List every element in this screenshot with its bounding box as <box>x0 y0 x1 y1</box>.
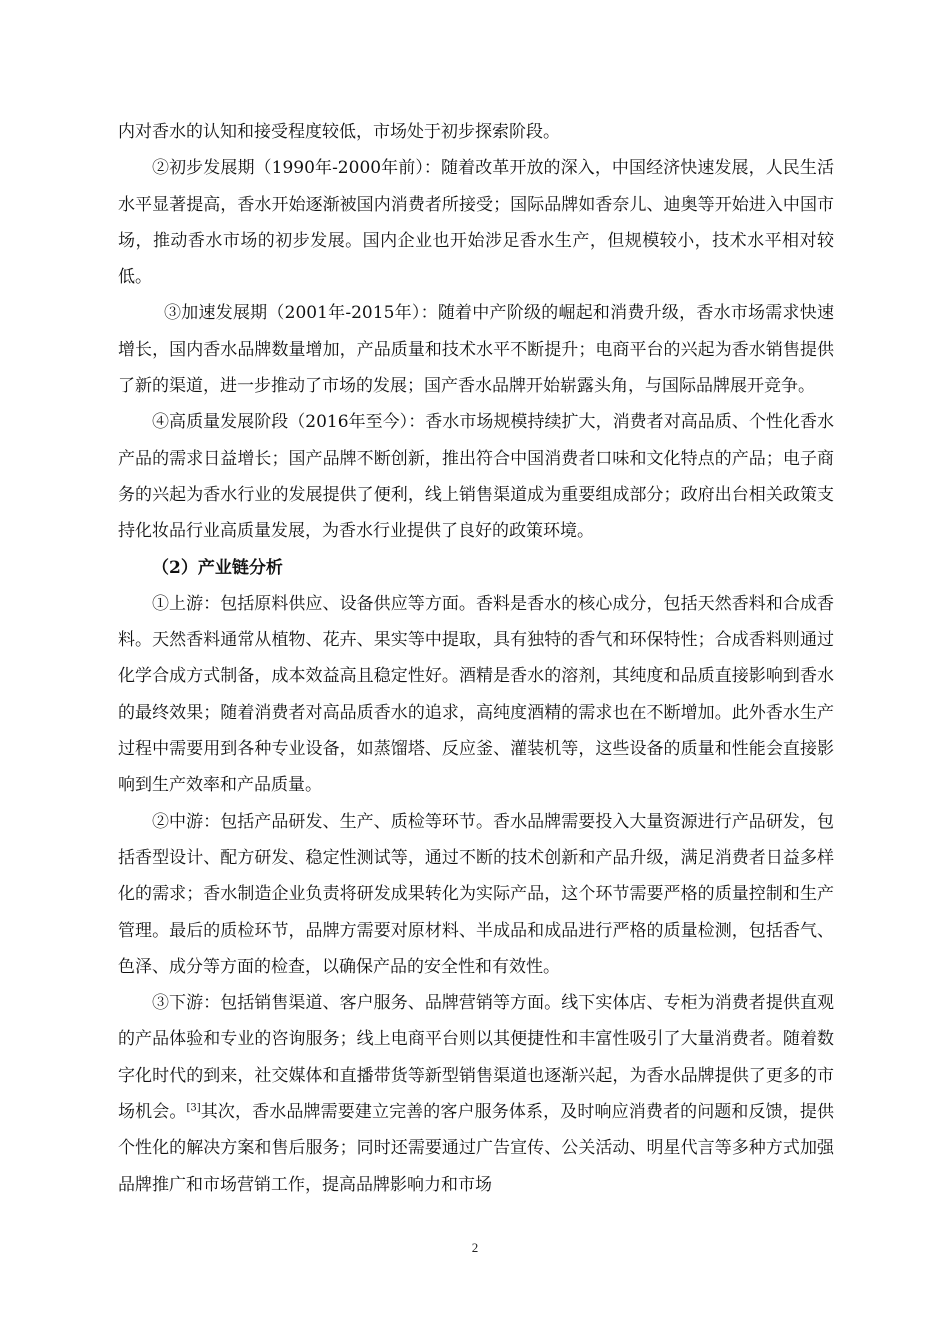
paragraph-initial-development: ②初步发展期（1990年-2000年前）：随着改革开放的深入，中国经济快速发展，人民生活水平显著提高，香水开始逐渐被国内消费者所接受；国际品牌如香奈儿、迪奥等开始进入中国市场，推动香水市场的初步发展。国内企业也开始涉足香水生产，但规模较小，技术水平相对较低。 <box>118 158 834 288</box>
paragraph-intro-continuation: 内对香水的认知和接受程度较低，市场处于初步探索阶段。 <box>118 122 560 142</box>
section-heading-industry-chain: （2）产业链分析 <box>152 557 283 578</box>
paragraph-midstream: ②中游：包括产品研发、生产、质检等环节。香水品牌需要投入大量资源进行产品研发，包括香型设计、配方研发、稳定性测试等，通过不断的技术创新和产品升级，满足消费者日益多样化的需求；香水制造企业负责将研发成果转化为实际产品，这个环节需要严格的质量控制和生产管理。最后的质检环节，品牌方需要对原材料、半成品和成品进行严格的质量检测，包括香气、色泽、成分等方面的检查，以确保产品的安全性和有效性。 <box>118 811 834 977</box>
paragraph-accelerated-development: ③加速发展期（2001年-2015年）：随着中产阶级的崛起和消费升级，香水市场需求快速增长，国内香水品牌数量增加，产品质量和技术水平不断提升；电商平台的兴起为香水销售提供了新的渠道，进一步推动了市场的发展；国产香水品牌开始崭露头角，与国际品牌展开竞争。 <box>118 303 834 397</box>
paragraph-upstream: ①上游：包括原料供应、设备供应等方面。香料是香水的核心成分，包括天然香料和合成香料。天然香料通常从植物、花卉、果实等中提取，具有独特的香气和环保特性；合成香料则通过化学合成方式制备，成本效益高且稳定性好。酒精是香水的溶剂，其纯度和品质直接影响到香水的最终效果；随着消费者对高品质香水的追求，高纯度酒精的需求也在不断增加。此外香水生产过程中需要用到各种专业设备，如蒸馏塔、反应釜、灌装机等，这些设备的质量和性能会直接影响到生产效率和产品质量。 <box>118 593 834 796</box>
downstream-text-part1: ③下游：包括销售渠道、客户服务、品牌营销等方面。线下实体店、专柜为消费者提供直观的产品体验和专业的咨询服务；线上电商平台则以其便捷性和丰富性吸引了大量消费者。随着数字化时代的到来，社交媒体和直播带货等新型销售渠道也逐渐兴起，为香水品牌提供了更多的市场机会。 <box>118 993 834 1123</box>
downstream-text-part2: 其次，香水品牌需要建立完善的客户服务体系，及时响应消费者的问题和反馈，提供个性化的解决方案和售后服务；同时还需要通过广告宣传、公关活动、明星代言等多种方式加强品牌推广和市场营销工作，提高品牌影响力和市场 <box>118 1102 835 1195</box>
body-text <box>118 114 834 1203</box>
citation-reference: [3] <box>186 1102 201 1114</box>
paragraph-high-quality-development: ④高质量发展阶段（2016年至今）：香水市场规模持续扩大，消费者对高品质、个性化香水产品的需求日益增长；国产品牌不断创新，推出符合中国消费者口味和文化特点的产品；电子商务的兴起为香水行业的发展提供了便利，线上销售渠道成为重要组成部分；政府出台相关政策支持化妆品行业高质量发展，为香水行业提供了良好的政策环境。 <box>118 412 834 542</box>
page-number: 2 <box>471 1240 479 1255</box>
paragraph-downstream <box>118 985 834 1203</box>
